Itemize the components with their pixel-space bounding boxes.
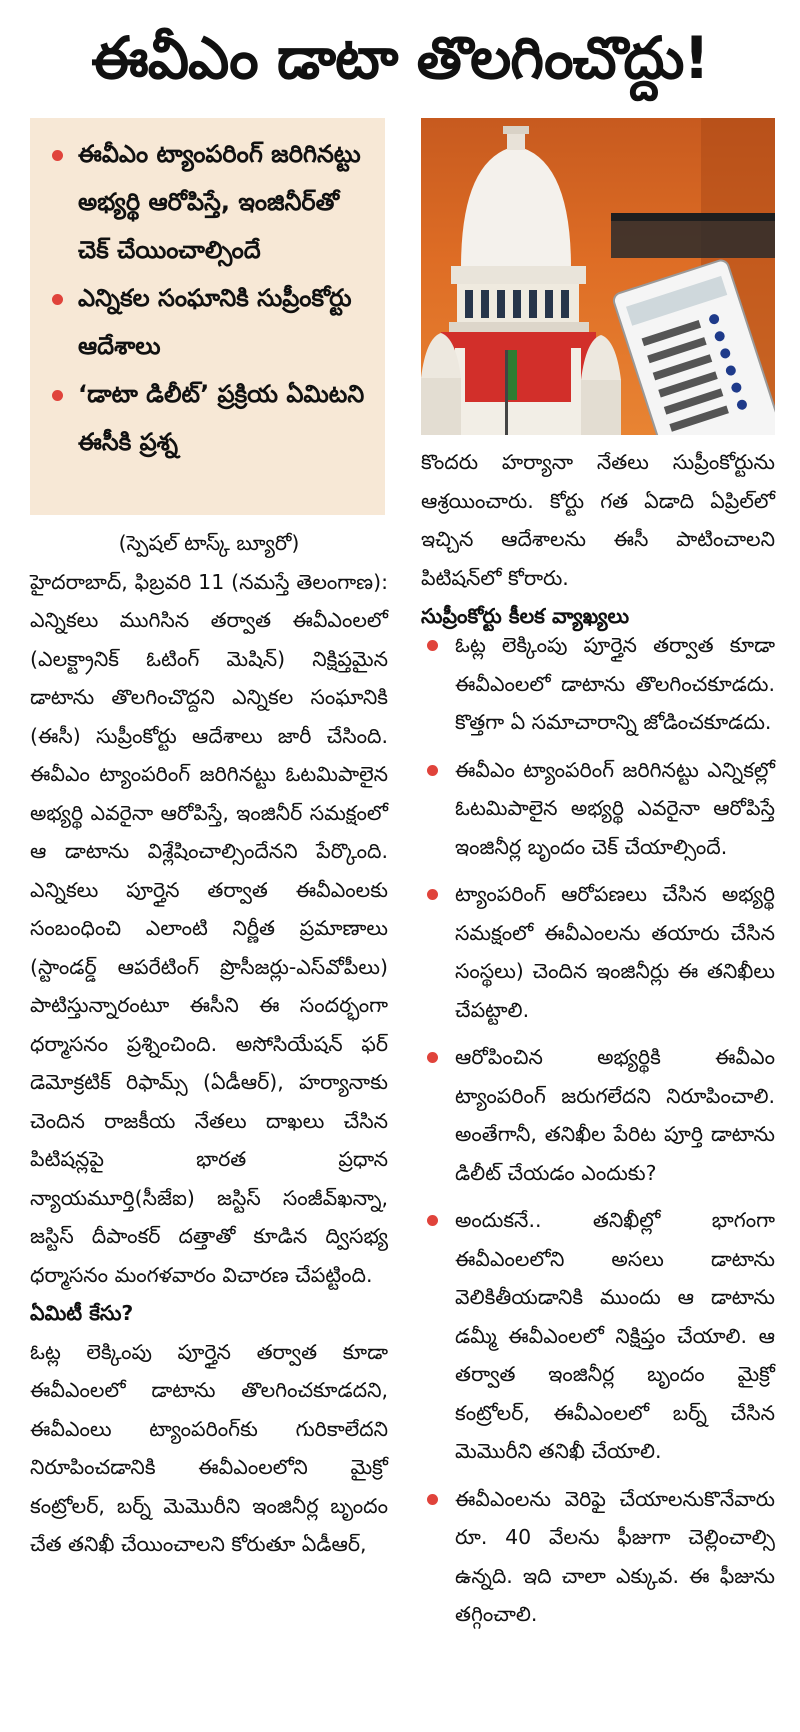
case-paragraph: ఓట్ల లెక్కింపు పూర్తైన తర్వాత కూడా ఈవీఎంలలో డాటాను తొలగించకూడదని, ఈవీఎంలు ట్యాంపరింగ్‌కు గురికాలేదని నిరూపించడానికి ఈవీఎంలలోని మైక్రో కంట్రోలర్, బర్న్ మెమొరీని ఇంజినీర్ల బృందం చేత తనిఖీ చేయించాలని కోరుతూ ఏడీఆర్, <box>30 1339 388 1556</box>
bullet-icon <box>427 640 438 651</box>
supreme-court-building-icon <box>421 118 775 435</box>
bullet-icon <box>427 1052 438 1063</box>
highlights-box <box>30 118 385 515</box>
highlight-item: ఎన్నికల సంఘానికి సుప్రీంకోర్టు ఆదేశాలు <box>48 274 371 370</box>
remarks-list <box>421 626 775 1634</box>
article-right-top <box>421 443 775 636</box>
subhead-remarks: సుప్రీంకోర్టు కీలక వ్యాఖ్యలు <box>421 604 630 628</box>
bullet-icon <box>427 765 438 776</box>
bullet-icon <box>52 294 63 305</box>
byline: (స్పెషల్ టాస్క్ బ్యూరో) <box>118 531 300 555</box>
highlight-item: ‘డాటా డిలీట్’ ప్రక్రియ ఏమిటని ఈసీకి ప్రశ్న <box>48 370 371 466</box>
article-left-column <box>30 524 388 1564</box>
bullet-icon <box>427 1215 438 1226</box>
remark-item: ఈవీఎం ట్యాంపరింగ్ జరిగినట్టు ఎన్నికల్లో ఓటమిపాలైన అభ్యర్థి ఎవరైనా ఆరోపిస్తే ఇంజినీర్ల బృందం చెక్ చేయాల్సిందే. <box>421 751 775 867</box>
remark-item: ఓట్ల లెక్కింపు పూర్తైన తర్వాత కూడా ఈవీఎంలలో డాటాను తొలగించకూడదు. కొత్తగా ఏ సమాచారాన్ని జోడించకూడదు. <box>421 626 775 742</box>
continuation-paragraph: కొందరు హర్యానా నేతలు సుప్రీంకోర్టును ఆశ్రయించారు. కోర్టు గత ఏడాది ఏప్రిల్‌లో ఇచ్చిన ఆదేశాలను ఈసీ పాటించాలని పిటిషన్‌లో కోరారు. <box>421 450 775 590</box>
bullet-icon <box>427 889 438 900</box>
lead-paragraph: హైదరాబాద్, ఫిబ్రవరి 11 (నమస్తే తెలంగాణ): ఎన్నికలు ముగిసిన తర్వాత ఈవీఎంలలో (ఎలక్ట్రానిక్ ఓటింగ్ మెషిన్) నిక్షిప్తమైన డాటాను తొలగించొద్దని ఎన్నికల సంఘానికి (ఈసీ) సుప్రీంకోర్టు ఆదేశాలు జారీ చేసింది. ఈవీఎం ట్యాంపరింగ్ జరిగినట్టు ఓటమిపాలైన అభ్యర్థి ఎవరైనా ఆరోపిస్తే, ఇంజినీర్ సమక్షంలో ఆ డాటాను విశ్లేషించాల్సిందేనని పేర్కొంది. ఎన్నికలు పూర్తైన తర్వాత ఈవీఎంలకు సంబంధించి ఎలాంటి నిర్ణీత ప్రమాణాలు (స్టాండర్డ్ ఆపరేటింగ్ ప్రొసీజర్లు-ఎస్‌వోపీలు) పాటిస్తున్నారంటూ ఈసీని ఈ సందర్భంగా ధర్మాసనం ప్రశ్నించింది. అసోసియేషన్ ఫర్ డెమోక్రటిక్ రిఫామ్స్ (ఏడీఆర్), హర్యానాకు చెందిన రాజకీయ నేతలు దాఖలు చేసిన పిటిషన్లపై భారత ప్రధాన న్యాయమూర్తి(సీజేఐ) జస్టిస్ సంజీవ్‌ఖన్నా, జస్టిస్ దీపాంకర్ దత్తాతో కూడిన ద్విసభ్య ధర్మాసనం మంగళవారం విచారణ చేపట్టింది. <box>30 569 388 1287</box>
bullet-icon <box>427 1494 438 1505</box>
supreme-court-photo <box>421 118 775 435</box>
remark-item: అందుకనే.. తనిఖీల్లో భాగంగా ఈవీఎంలలోని అసలు డాటాను వెలికితీయడానికి ముందు ఆ డాటాను డమ్మీ ఈవీఎంలలో నిక్షిప్తం చేయాలి. ఆ తర్వాత ఇంజినీర్ల బృందం మైక్రో కంట్రోలర్, ఈవీఎంలలో బర్న్ చేసిన మెమొరీని తనిఖీ చేయాలి. <box>421 1201 775 1471</box>
bullet-icon <box>52 150 63 161</box>
highlight-item: ఈవీఎం ట్యాంపరింగ్ జరిగినట్టు అభ్యర్థి ఆరోపిస్తే, ఇంజినీర్‌తో చెక్ చేయించాల్సిందే <box>48 130 371 274</box>
subhead-case: ఏమిటీ కేసు? <box>30 1301 134 1325</box>
headline: ఈవీఎం డాటా తొలగించొద్దు! <box>91 24 709 92</box>
bullet-icon <box>52 390 63 401</box>
remark-item: ట్యాంపరింగ్ ఆరోపణలు చేసిన అభ్యర్థి సమక్షంలో ఈవీఎంలను తయారు చేసిన సంస్థలు) చెందిన ఇంజినీర్లు ఈ తనిఖీలు చేపట్టాలి. <box>421 875 775 1029</box>
remark-item: ఈవీఎంలను వెరిఫై చేయాలనుకొనేవారు రూ. 40 వేలను ఫీజుగా చెల్లించాల్సి ఉన్నది. ఇది చాలా ఎక్కువ. ఈ ఫీజును తగ్గించాలి. <box>421 1480 775 1634</box>
remark-item: ఆరోపించిన అభ్యర్థికి ఈవీఎం ట్యాంపరింగ్ జరుగలేదని నిరూపించాలి. అంతేగానీ, తనిఖీల పేరిట పూర్తి డాటాను డిలీట్ చేయడం ఎందుకు? <box>421 1038 775 1192</box>
